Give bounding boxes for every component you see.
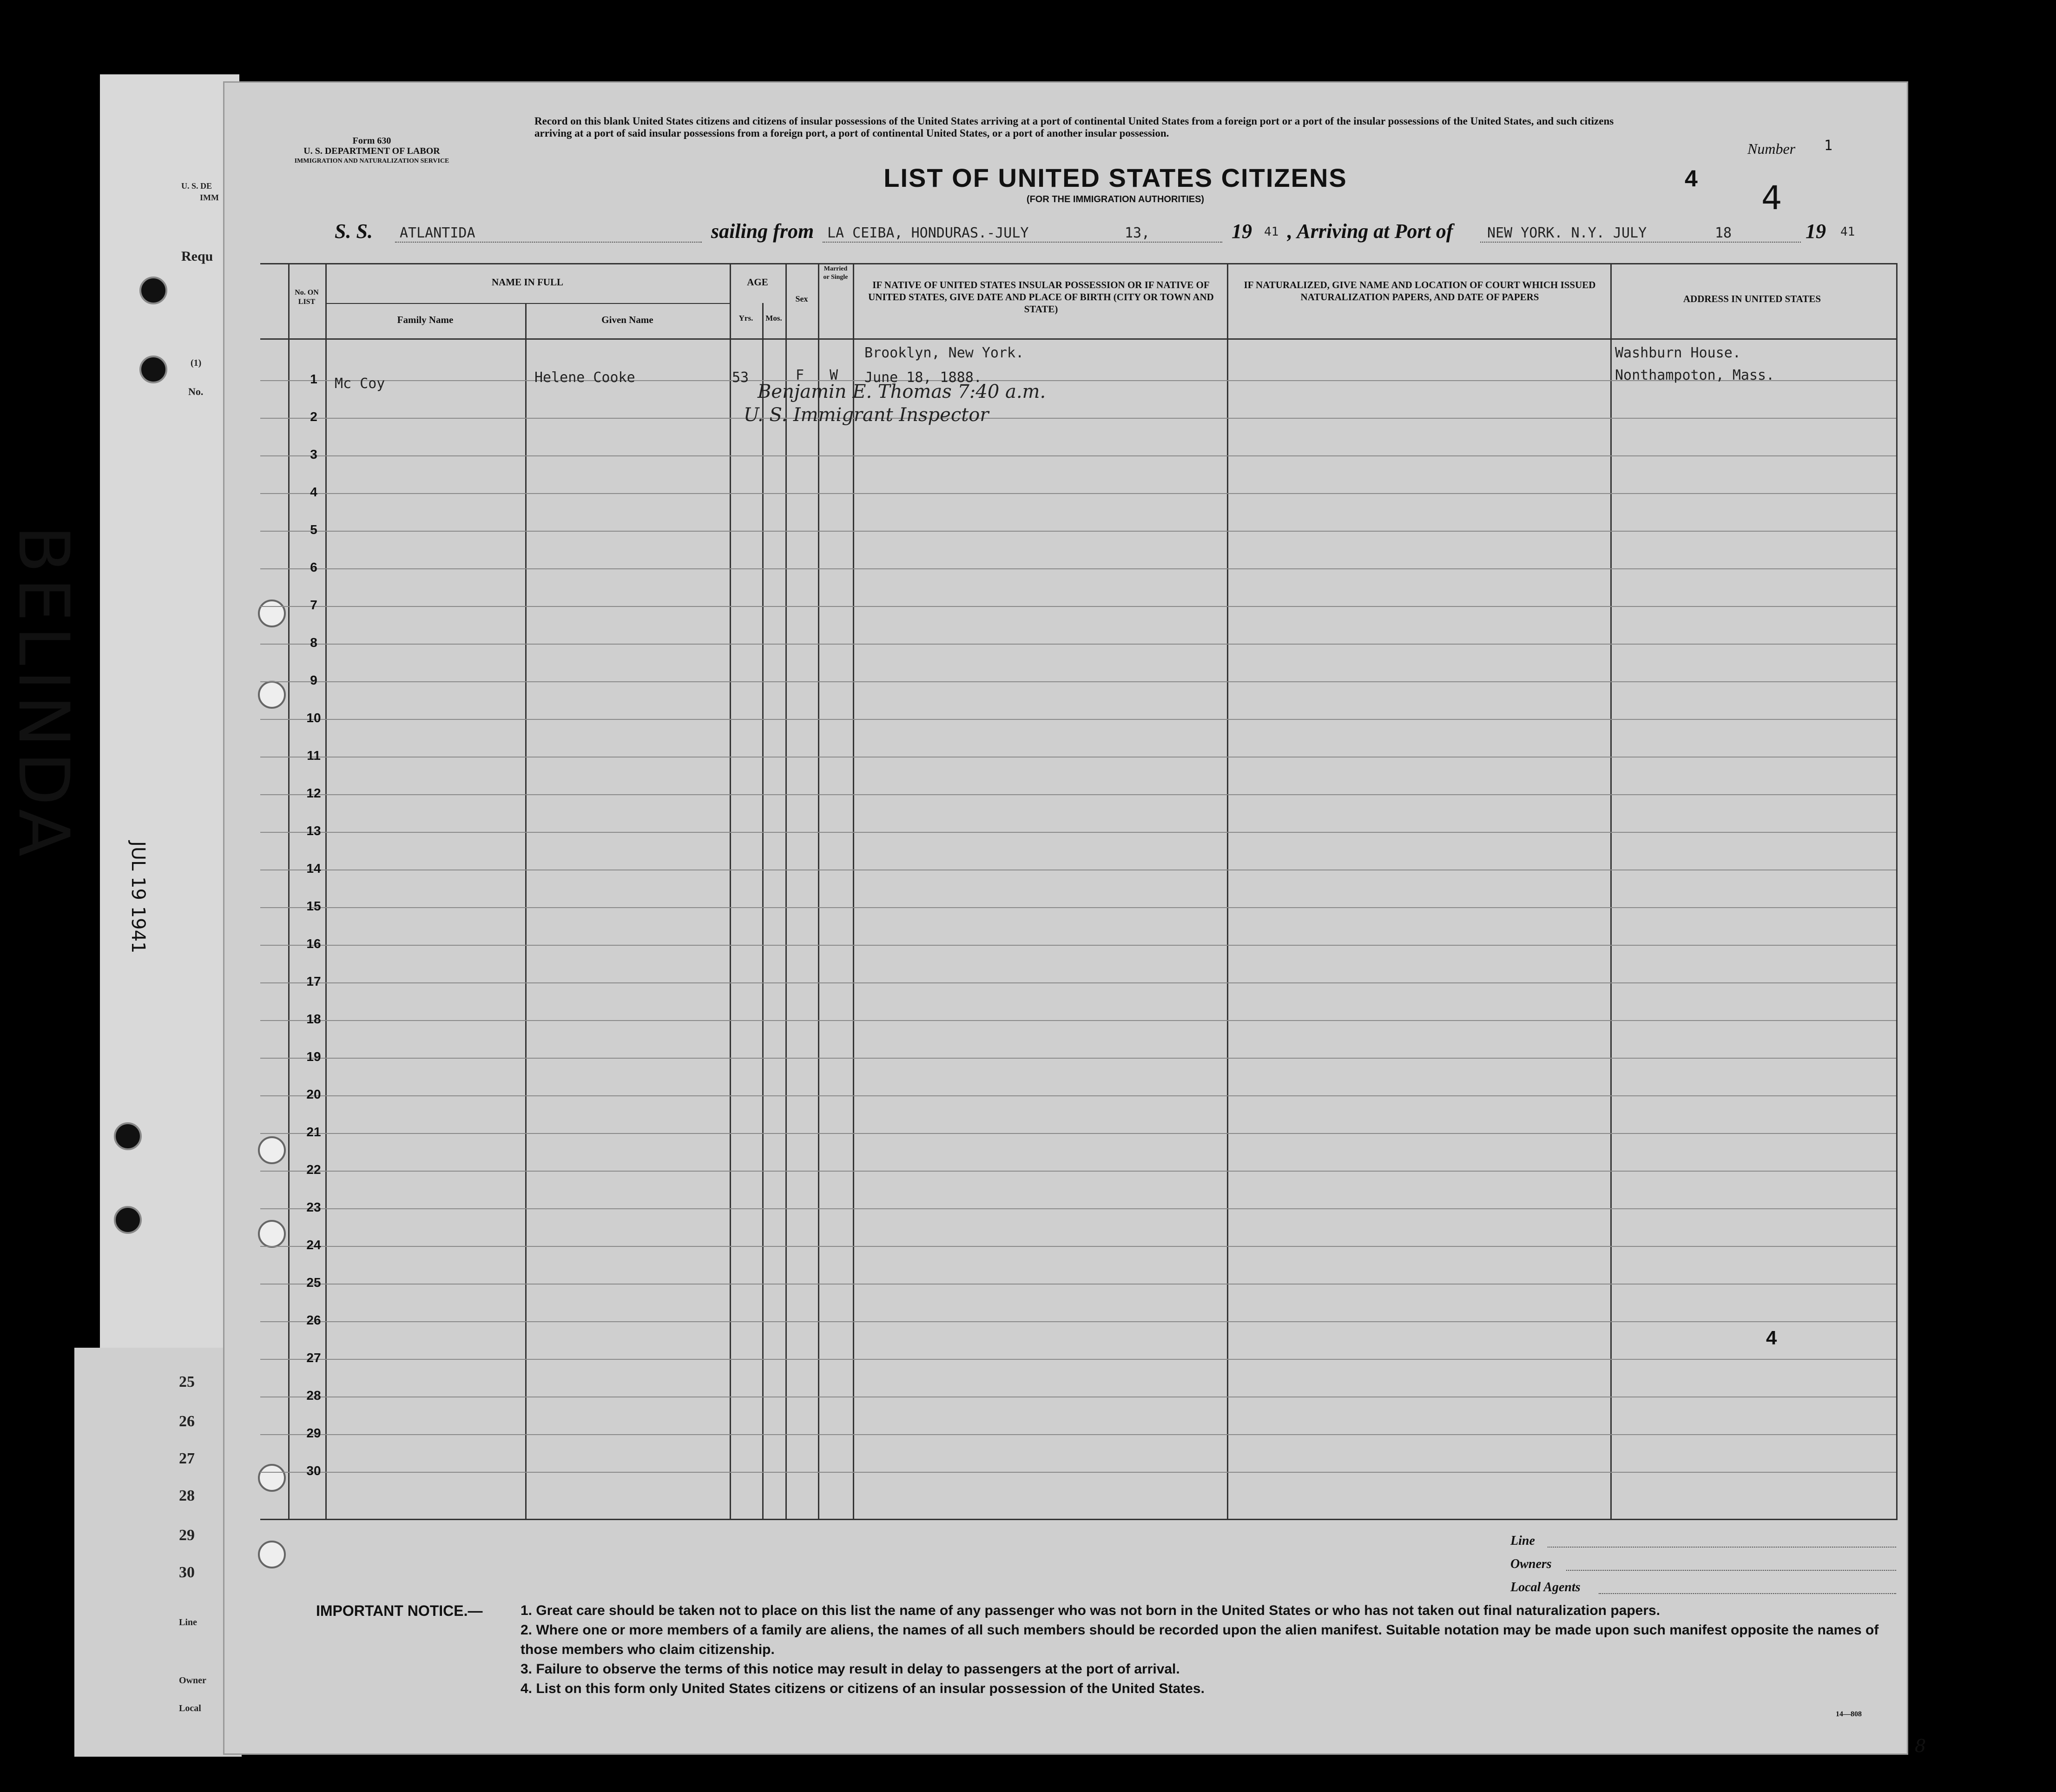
row-line [260, 982, 1896, 983]
row-number: 17 [306, 974, 321, 988]
row-line [260, 719, 1896, 720]
row-line [260, 493, 1896, 494]
binder-hole [258, 681, 286, 709]
row-number: 11 [307, 748, 321, 763]
under-row-number: 27 [179, 1450, 195, 1467]
binder-hole [114, 1206, 142, 1234]
row-line [260, 1171, 1896, 1172]
entry-address-2: Nonthampoton, Mass. [1615, 367, 1775, 383]
under-label: (1) [191, 358, 202, 368]
row-number: 1 [310, 372, 317, 386]
row-line [260, 681, 1896, 682]
notice-label: IMPORTANT NOTICE.— [316, 1602, 483, 1619]
row-number: 3 [310, 447, 317, 461]
row-number: 10 [306, 711, 321, 725]
binder-hole [114, 1122, 142, 1150]
row-number: 5 [310, 522, 317, 537]
page-number: 8 [1915, 1736, 1926, 1756]
corner-mark: 4 [1685, 165, 1698, 191]
row-number: 20 [306, 1087, 321, 1101]
entry-married: W [830, 367, 838, 383]
page-mark: 4 [1766, 1327, 1777, 1349]
year2-value: 41 [1840, 225, 1855, 239]
under-row-number: 29 [179, 1527, 195, 1544]
row-number: 9 [310, 673, 317, 687]
row-number: 7 [310, 598, 317, 612]
entry-age-yrs: 53 [732, 369, 749, 386]
row-number: 2 [310, 409, 317, 424]
under-label: No. [188, 386, 204, 397]
department: U. S. DEPARTMENT OF LABOR [303, 146, 440, 156]
row-line [260, 1133, 1896, 1134]
row-line [260, 1020, 1896, 1021]
row-number: 21 [306, 1125, 321, 1139]
binder-hole [258, 1464, 286, 1492]
row-number: 28 [306, 1388, 321, 1403]
row-number: 24 [306, 1238, 321, 1252]
binder-hole [139, 356, 167, 383]
row-number: 22 [306, 1162, 321, 1177]
notice-item: 2. Where one or more members of a family are aliens, the names of all such members should be recorded upon the alien manifest. Suitable notation may be made upon such manifest opposite the names of those members who claim citizenship. [521, 1622, 1879, 1657]
row-line [260, 794, 1896, 795]
row-number: 19 [306, 1049, 321, 1064]
date-stamp: JUL 19 1941 [127, 841, 149, 954]
row-line [260, 832, 1896, 833]
row-line [260, 1472, 1896, 1473]
year2-prefix: 19 [1806, 220, 1826, 243]
col-sex: Sex [795, 294, 808, 303]
under-row-number: 28 [179, 1487, 195, 1504]
manifest-sheet [223, 81, 1908, 1755]
col-no-on-list: No. ON LIST [295, 289, 319, 306]
under-label: Local [179, 1703, 201, 1713]
row-line [260, 757, 1896, 758]
notice-item: 3. Failure to observe the terms of this notice may result in delay to passengers at the port of arrival. [521, 1661, 1180, 1677]
row-line [260, 644, 1896, 645]
row-number: 16 [306, 936, 321, 951]
row-number: 6 [310, 560, 317, 574]
entry-birth-date: June 18, 1888. [864, 369, 982, 386]
col-name-in-full: NAME IN FULL [491, 277, 563, 288]
to-port: NEW YORK. N.Y. JULY [1487, 225, 1647, 241]
line-label: Line [1510, 1534, 1535, 1548]
binder-hole [258, 1136, 286, 1164]
number-value: 1 [1824, 138, 1833, 154]
year-prefix: 19 [1232, 220, 1252, 243]
agents-label: Local Agents [1510, 1580, 1581, 1594]
col-naturalized: IF NATURALIZED, GIVE NAME AND LOCATION OF COURT WHICH ISSUED NATURALIZATION PAPERS, AND DATE OF PAPERS [1244, 279, 1596, 303]
under-label: Owner [179, 1675, 206, 1686]
row-number: 30 [306, 1463, 321, 1478]
row-number: 25 [306, 1275, 321, 1290]
under-label: Line [179, 1617, 197, 1627]
page-title: LIST OF UNITED STATES CITIZENS [883, 163, 1347, 192]
under-label: IMM [200, 193, 219, 202]
col-family-name: Family Name [397, 314, 454, 325]
entry-address-1: Washburn House. [1615, 345, 1741, 361]
binder-hole [139, 277, 167, 304]
col-native: IF NATIVE OF UNITED STATES INSULAR POSSESSION OR IF NATIVE OF UNITED STATES, GIVE DATE AND PLACE OF BIRTH (CITY OR TOWN AND STATE) [868, 279, 1214, 315]
row-number: 4 [310, 485, 317, 499]
row-number: 15 [306, 899, 321, 913]
row-line [260, 455, 1896, 456]
notice-item: 1. Great care should be taken not to place on this list the name of any passenger who was not born in the United States or who has not taken out final naturalization papers. [521, 1603, 1661, 1618]
entry-given-name: Helene Cooke [534, 369, 635, 386]
row-number: 18 [306, 1012, 321, 1026]
from-port: LA CEIBA, HONDURAS.-JULY [827, 225, 1029, 241]
ss-label: S. S. [335, 220, 373, 243]
print-code: 14—808 [1836, 1710, 1862, 1718]
col-yrs: Yrs. [738, 314, 753, 323]
row-line [260, 568, 1896, 569]
row-line [260, 1434, 1896, 1435]
entry-birth-place: Brooklyn, New York. [864, 345, 1024, 361]
binder-hole [258, 600, 286, 627]
row-line [260, 606, 1896, 607]
row-number: 12 [306, 786, 321, 800]
ship-stamp: BELINDA [3, 525, 84, 862]
col-given-name: Given Name [601, 314, 653, 325]
row-number: 8 [310, 635, 317, 650]
ship-name: ATLANTIDA [400, 225, 475, 241]
under-row-number: 30 [179, 1564, 195, 1581]
row-line [260, 531, 1896, 532]
row-line [260, 1246, 1896, 1247]
under-row-number: 25 [179, 1373, 195, 1390]
form-number: Form 630 [352, 136, 391, 146]
row-line [260, 945, 1896, 946]
under-row-number: 26 [179, 1413, 195, 1430]
owners-label: Owners [1510, 1557, 1552, 1571]
number-label: Number [1747, 140, 1796, 157]
to-day: 18 [1715, 225, 1732, 241]
from-day: 13, [1125, 225, 1150, 241]
row-number: 26 [306, 1313, 321, 1327]
arriving-label: , Arriving at Port of [1287, 220, 1453, 243]
row-number: 13 [306, 824, 321, 838]
row-line [260, 1095, 1896, 1096]
notice-item: 4. List on this form only United States citizens or citizens of an insular possession of the United States. [521, 1681, 1205, 1696]
row-line [260, 1321, 1896, 1322]
inspector-title: U. S. Immigrant Inspector [744, 404, 989, 426]
underlying-page-strip [74, 1348, 242, 1757]
entry-sex: F [796, 367, 804, 383]
row-line [260, 1284, 1896, 1285]
row-line [260, 1058, 1896, 1059]
row-line [260, 907, 1896, 908]
row-line [260, 1208, 1896, 1209]
col-age: AGE [747, 277, 768, 288]
row-number: 29 [306, 1426, 321, 1440]
under-label: Requ [181, 249, 213, 264]
col-mos: Mos. [765, 314, 782, 323]
record-instructions: Record on this blank United States citizens and citizens of insular possessions of the United States arriving at a port of continental United States from a foreign port or a port of the insular possessions of the United States, and such citizens arriving at a port of said insular possessions from a foreign port, a port of continental United States, or a port of another insular possession. [534, 115, 1614, 139]
row-number: 27 [306, 1351, 321, 1365]
service: IMMIGRATION AND NATURALIZATION SERVICE [294, 158, 449, 165]
col-address: ADDRESS IN UNITED STATES [1683, 293, 1821, 304]
row-number: 14 [306, 861, 321, 876]
page-subtitle: (FOR THE IMMIGRATION AUTHORITIES) [1026, 194, 1205, 204]
year-value: 41 [1264, 225, 1279, 239]
binder-hole [258, 1220, 286, 1248]
inspector-signature: Benjamin E. Thomas 7:40 a.m. [758, 381, 1046, 402]
row-number: 23 [306, 1200, 321, 1214]
under-label: U. S. DE [181, 181, 212, 191]
row-line [260, 1359, 1896, 1360]
handwritten-corner: 4 [1761, 179, 1782, 217]
sailing-label: sailing from [711, 220, 814, 243]
row-line [260, 418, 1896, 419]
col-married: Married or Single [823, 265, 848, 281]
entry-family-name: Mc Coy [335, 376, 385, 392]
binder-hole [258, 1541, 286, 1568]
